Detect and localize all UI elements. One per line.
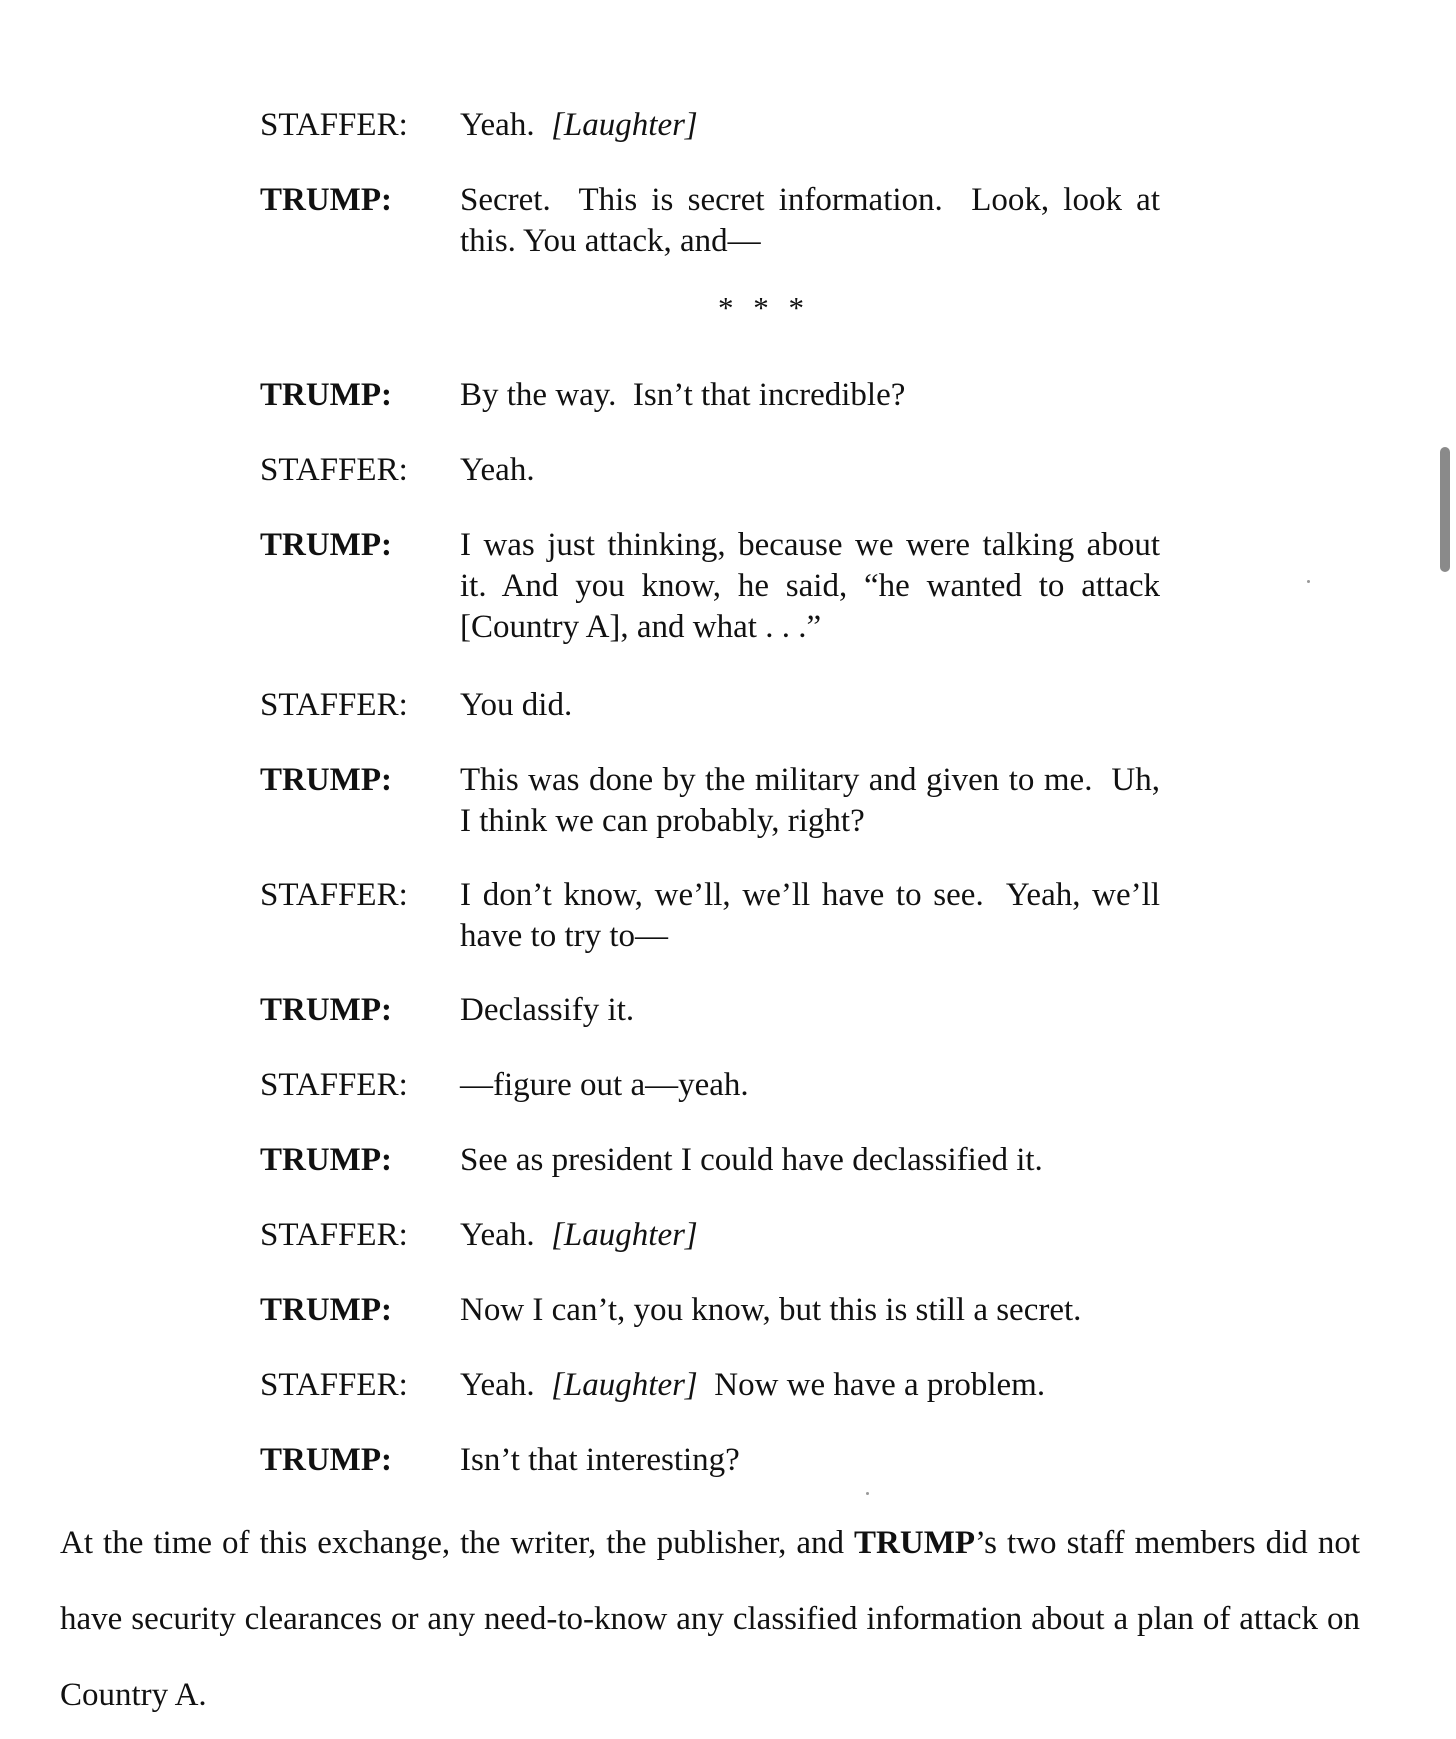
narrative-segment: ’s two staff members did not have security clearances or any need-to-know any classified information about a plan of attack on Country A.	[60, 1525, 1361, 1713]
scan-speck	[866, 1492, 869, 1495]
utterance-text	[460, 375, 1160, 416]
speaker-label: TRUMP:	[260, 762, 392, 798]
utterance-text	[460, 685, 1160, 726]
utterance-segment: Now we have a problem.	[697, 1367, 1046, 1403]
utterance-segment: Yeah.	[460, 1367, 552, 1403]
utterance-segment: I was just thinking, because we were talking about it. And you know, he said, “he wanted to attack [Country A], and what . . .”	[460, 527, 1169, 645]
utterance-segment: Secret. This is secret information. Look, look at this. You attack, and—	[460, 182, 1169, 259]
utterance-text	[460, 1215, 1160, 1256]
utterance-text	[460, 450, 1160, 491]
speaker-label: STAFFER:	[260, 877, 408, 913]
utterance-segment: By the way. Isn’t that incredible?	[460, 377, 906, 413]
speaker-label: STAFFER:	[260, 1067, 408, 1103]
scrollbar-thumb[interactable]	[1440, 447, 1450, 572]
utterance-text	[460, 1065, 1160, 1106]
scan-speck	[1307, 580, 1310, 583]
speaker-label: TRUMP:	[260, 1442, 392, 1478]
stage-direction: [Laughter]	[551, 1217, 698, 1253]
utterance-text	[460, 180, 1169, 262]
speaker-label: TRUMP:	[260, 1292, 392, 1328]
utterance-segment: Declassify it.	[460, 992, 635, 1028]
speaker-label: STAFFER:	[260, 687, 408, 723]
speaker-label: STAFFER:	[260, 1217, 408, 1253]
utterance-text	[460, 990, 1160, 1031]
speaker-label: STAFFER:	[260, 452, 408, 488]
speaker-label: TRUMP:	[260, 1142, 392, 1178]
utterance-text	[460, 1290, 1160, 1331]
utterance-segment: See as president I could have declassified it.	[460, 1142, 1043, 1178]
speaker-label: TRUMP:	[260, 992, 392, 1028]
utterance-segment: Yeah.	[460, 1217, 552, 1253]
utterance-text	[460, 105, 1160, 146]
utterance-segment: You did.	[460, 687, 573, 723]
narrative-emphasis: TRUMP	[854, 1525, 976, 1561]
utterance-text	[460, 875, 1169, 957]
stage-direction: [Laughter]	[551, 1367, 698, 1403]
speaker-label: TRUMP:	[260, 377, 392, 413]
narrative-paragraph	[60, 1505, 1360, 1733]
utterance-segment: —figure out a—yeah.	[460, 1067, 749, 1103]
utterance-text	[460, 1140, 1160, 1181]
narrative-segment: At the time of this exchange, the writer, the publisher, and	[60, 1525, 855, 1561]
speaker-label: TRUMP:	[260, 182, 392, 218]
speaker-label: STAFFER:	[260, 107, 408, 143]
utterance-text	[460, 1365, 1160, 1406]
stage-direction: [Laughter]	[551, 107, 698, 143]
speaker-label: STAFFER:	[260, 1367, 408, 1403]
utterance-text	[460, 760, 1169, 842]
speaker-label: TRUMP:	[260, 527, 392, 563]
utterance-segment: Yeah.	[460, 107, 552, 143]
utterance-segment: Yeah.	[460, 452, 535, 488]
utterance-segment: Now I can’t, you know, but this is still a secret.	[460, 1292, 1082, 1328]
utterance-segment: Isn’t that interesting?	[460, 1442, 740, 1478]
utterance-segment: I don’t know, we’ll, we’ll have to see. Yeah, we’ll have to try to—	[460, 877, 1169, 954]
utterance-text	[460, 1440, 1160, 1481]
utterance-segment: This was done by the military and given to me. Uh, I think we can probably, right?	[460, 762, 1169, 839]
section-separator: * * *	[718, 290, 810, 325]
utterance-text	[460, 525, 1169, 648]
